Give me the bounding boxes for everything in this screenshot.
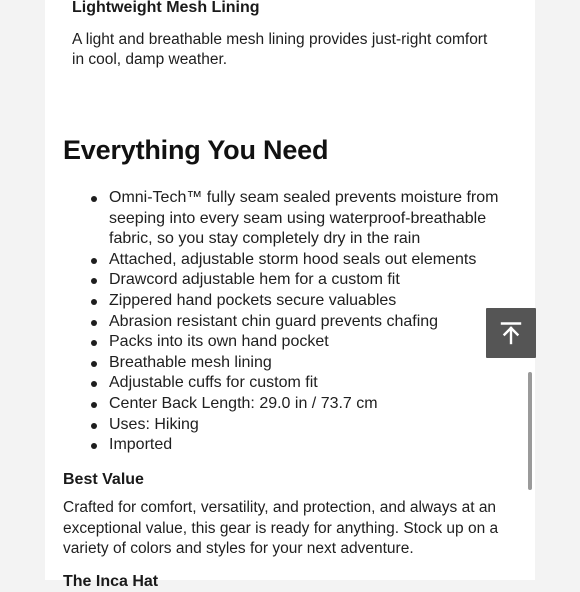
bullet-icon — [91, 381, 97, 387]
feature-text: Omni-Tech™ fully seam sealed prevents moisture from seeping into every seam using waterproof-breathable fabric, so you stay completely dry in the rain — [109, 189, 499, 248]
best-value-description: Crafted for comfort, versatility, and protection, and always at an exceptional value, this gear is ready for anything. Stock up on a variety of colors and styles for your next adventure. — [63, 499, 499, 558]
feature-item-packable — [63, 332, 523, 353]
feature-item-uses — [63, 415, 523, 436]
feature-text: Uses: Hiking — [109, 415, 199, 433]
bullet-icon — [91, 443, 97, 449]
feature-text: Imported — [109, 436, 173, 454]
mesh-lining-description: A light and breathable mesh lining provides just-right comfort in cool, damp weather. — [72, 31, 488, 68]
everything-you-need-heading: Everything You Need — [63, 135, 329, 165]
feature-text: Packs into its own hand pocket — [109, 333, 329, 351]
best-value-title: Best Value — [63, 471, 144, 488]
feature-item-seam-sealed — [63, 188, 523, 250]
bullet-icon — [91, 340, 97, 346]
feature-text: Zippered hand pockets secure valuables — [109, 291, 397, 309]
bullet-icon — [91, 299, 97, 305]
bullet-icon — [91, 361, 97, 367]
mesh-lining-title: Lightweight Mesh Lining — [72, 0, 260, 16]
feature-text: Abrasion resistant chin guard prevents chafing — [109, 312, 439, 330]
feature-text: Breathable mesh lining — [109, 353, 272, 371]
inca-hat-heading: The Inca Hat — [63, 573, 159, 590]
bullet-icon — [91, 402, 97, 408]
feature-item-drawcord-hem — [63, 270, 523, 291]
feature-item-adjustable-cuffs — [63, 373, 523, 394]
arrow-up-to-line-icon — [499, 321, 523, 345]
bullet-icon — [91, 196, 97, 202]
feature-item-mesh-lining — [63, 353, 523, 374]
feature-list — [63, 188, 523, 456]
feature-item-chin-guard — [63, 312, 523, 333]
bullet-icon — [91, 423, 97, 429]
feature-text: Attached, adjustable storm hood seals out elements — [109, 250, 477, 268]
feature-text: Adjustable cuffs for custom fit — [109, 374, 318, 392]
bullet-icon — [91, 320, 97, 326]
feature-item-back-length — [63, 394, 523, 415]
feature-text: Drawcord adjustable hem for a custom fit — [109, 271, 400, 289]
feature-text: Center Back Length: 29.0 in / 73.7 cm — [109, 394, 378, 412]
scrollbar-thumb[interactable] — [528, 372, 532, 490]
feature-item-imported — [63, 435, 523, 456]
feature-item-hand-pockets — [63, 291, 523, 312]
bullet-icon — [91, 258, 97, 264]
product-details-card — [45, 0, 535, 590]
bullet-icon — [91, 278, 97, 284]
back-to-top-button[interactable] — [486, 308, 536, 358]
feature-item-storm-hood — [63, 250, 523, 271]
